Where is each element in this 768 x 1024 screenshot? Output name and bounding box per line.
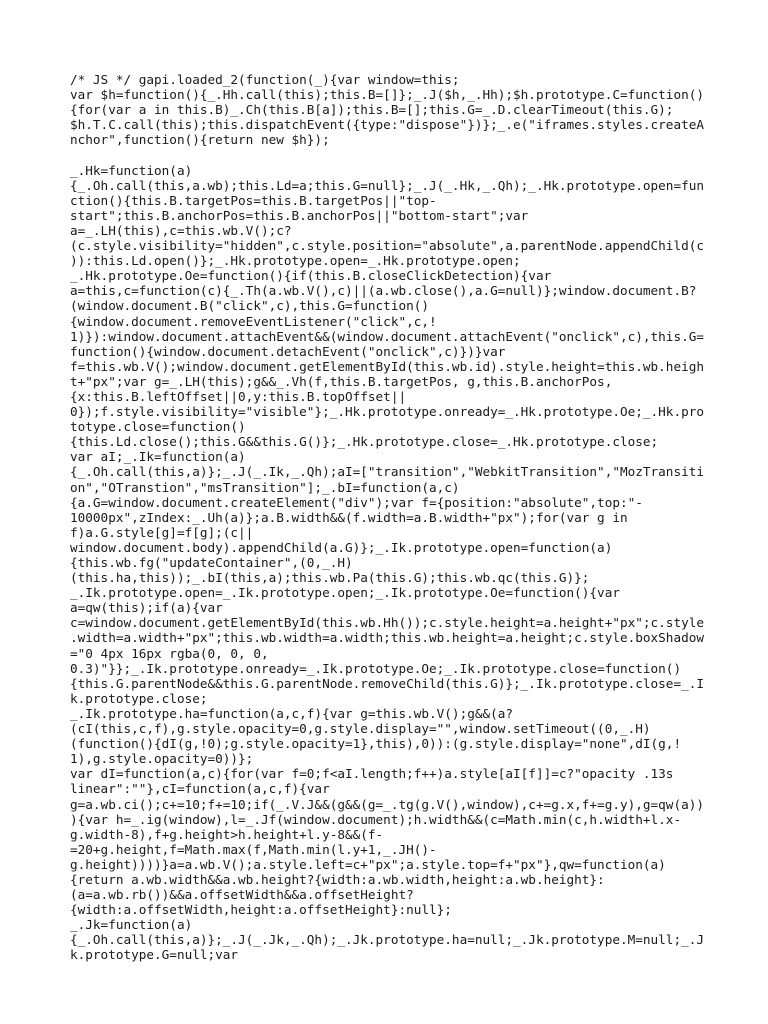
code-line: {width:a.offsetWidth,height:a.offsetHeight}:null}; xyxy=(70,902,452,918)
code-line: {_.Oh.call(this,a)};_.J(_.Ik,_.Qh);aI=["transition","WebkitTransition","MozTransiti xyxy=(70,464,704,480)
code-line: {_.Oh.call(this,a.wb);this.Ld=a;this.G=null};_.J(_.Hk,_.Qh);_.Hk.prototype.open=fun xyxy=(70,177,704,193)
code-document xyxy=(70,72,704,963)
code-line: =20+g.height,f=Math.max(f,Math.min(l.y+1,_.JH()- xyxy=(70,841,437,857)
code-line: k.prototype.G=null;var xyxy=(70,947,239,963)
code-line: /* JS */ gapi.loaded_2(function(_){var window=this; xyxy=(70,72,460,87)
code-line: var aI;_.Ik=function(a) xyxy=(70,449,246,465)
code-line: 0.3)"}};_.Ik.prototype.onready=_.Ik.prototype.Oe;_.Ik.prototype.close=function() xyxy=(70,660,682,676)
code-line: ction(){this.B.targetPos=this.B.targetPos||"top- xyxy=(70,192,437,208)
code-line: (a=a.wb.rb())&&a.offsetWidth&&a.offsetHeight? xyxy=(70,887,414,903)
code-line: var dI=function(a,c){for(var f=0;f<aI.length;f++)a.style[aI[f]]=c?"opacity .13s xyxy=(70,766,674,782)
code-line: start";this.B.anchorPos=this.B.anchorPos||"bottom-start";var xyxy=(70,207,529,223)
code-line: {this.wb.fg("updateContainer",(0,_.H) xyxy=(70,555,353,570)
code-line: .width=a.width+"px";this.wb.width=a.width;this.wb.height=a.height;c.style.boxShadow xyxy=(70,630,704,646)
code-line: _.Hk.prototype.Oe=function(){if(this.B.closeClickDetection){var xyxy=(70,268,552,284)
code-line: )):this.Ld.open()};_.Hk.prototype.open=_.Hk.prototype.open; xyxy=(70,253,521,269)
code-line: linear":""},cI=function(a,c,f){var xyxy=(70,781,330,797)
code-line: {return a.wb.width&&a.wb.height?{width:a.wb.width,height:a.wb.height}: xyxy=(70,871,605,887)
code-line: {window.document.removeEventListener("click",c,! xyxy=(70,313,437,329)
code-line: t+"px";var g=_.LH(this);g&&_.Vh(f,this.B.targetPos, g,this.B.anchorPos, xyxy=(70,373,613,389)
code-line: ="0 4px 16px rgba(0, 0, 0, xyxy=(70,645,269,661)
code-line: c=window.document.getElementById(this.wb.Hh());c.style.height=a.height+"px";c.style xyxy=(70,615,704,631)
code-line: f=this.wb.V();window.document.getElementById(this.wb.id).style.height=this.wb.heigh xyxy=(70,358,704,374)
code-line: a=qw(this);if(a){var xyxy=(70,600,223,616)
code-line: k.prototype.close; xyxy=(70,690,208,706)
code-line: (function(){dI(g,!0);g.style.opacity=1},this),0)):(g.style.display="none",dI(g,! xyxy=(70,736,682,752)
code-line: window.document.body).appendChild(a.G)};_.Ik.prototype.open=function(a) xyxy=(70,539,613,555)
code-line: (c.style.visibility="hidden",c.style.position="absolute",a.parentNode.appendChild(c xyxy=(70,238,704,254)
code-line: (this.ha,this));_.bI(this,a);this.wb.Pa(this.G);this.wb.qc(this.G)}; xyxy=(70,570,590,586)
code-line: a=_.LH(this),c=this.wb.V();c? xyxy=(70,222,292,238)
code-line: totype.close=function() xyxy=(70,419,246,435)
code-line: {this.Ld.close();this.G&&this.G()};_.Hk.prototype.close=_.Hk.prototype.close; xyxy=(70,434,659,450)
code-line: 1),g.style.opacity=0))}; xyxy=(70,751,254,767)
code-line: function(){window.document.detachEvent("onclick",c)})}var xyxy=(70,343,506,359)
code-line: {x:this.B.leftOffset||0,y:this.B.topOffset|| xyxy=(70,388,407,404)
code-line: nchor",function(){return new $h}); xyxy=(70,132,330,148)
code-line: on","OTranstion","msTransition"];_.bI=function(a,c) xyxy=(70,479,460,495)
code-line: var $h=function(){_.Hh.call(this);this.B=[]};_.J($h,_.Hh);$h.prototype.C=function() xyxy=(70,87,704,103)
code-line: {_.Oh.call(this,a)};_.J(_.Jk,_.Qh);_.Jk.prototype.ha=null;_.Jk.prototype.M=null;_.J xyxy=(70,932,704,948)
code-line: (window.document.B("click",c),this.G=function() xyxy=(70,298,430,314)
code-line: 0});f.style.visibility="visible"};_.Hk.prototype.onready=_.Hk.prototype.Oe;_.Hk.pro xyxy=(70,404,704,420)
code-line: _.Jk=function(a) xyxy=(70,917,193,933)
code-line: a=this,c=function(c){_.Th(a.wb.V(),c)||(a.wb.close(),a.G=null)};window.document.B? xyxy=(70,283,697,299)
code-line: _.Ik.prototype.open=_.Ik.prototype.open;_.Ik.prototype.Oe=function(){var xyxy=(70,585,620,601)
code-line: g.width-8),f+g.height>h.height+l.y-8&&(f- xyxy=(70,826,384,842)
code-line: {for(var a in this.B)_.Ch(this.B[a]);this.B=[];this.G=_.D.clearTimeout(this.G); xyxy=(70,102,674,118)
code-line: $h.T.C.call(this);this.dispatchEvent({type:"dispose"})};_.e("iframes.styles.createA xyxy=(70,117,704,133)
code-line: (cI(this,c,f),g.style.opacity=0,g.style.display="",window.setTimeout((0,_.H) xyxy=(70,721,651,737)
code-line: _.Hk=function(a) xyxy=(70,162,193,178)
code-line: f)a.G.style[g]=f[g];(c|| xyxy=(70,524,254,540)
code-line: _.Ik.prototype.ha=function(a,c,f){var g=this.wb.V();g&&(a? xyxy=(70,705,514,721)
code-line: 10000px",zIndex:_.Uh(a)};a.B.width&&(f.width=a.B.width+"px");for(var g in xyxy=(70,509,628,525)
code-line: ){var h=_.ig(window),l=_.Jf(window.document);h.width&&(c=Math.min(c,h.width+l.x- xyxy=(70,811,682,827)
code-line: g=a.wb.ci();c+=10;f+=10;if(_.V.J&&(g&&(g=_.tg(g.V(),window),c+=g.x,f+=g.y),g=qw(a)) xyxy=(70,796,704,812)
code-line: {a.G=window.document.createElement("div");var f={position:"absolute",top:"- xyxy=(70,494,643,510)
code-line: 1)}):window.document.attachEvent&&(window.document.attachEvent("onclick",c),this.G= xyxy=(70,328,704,344)
code-line: {this.G.parentNode&&this.G.parentNode.removeChild(this.G)};_.Ik.prototype.close=_.I xyxy=(70,675,704,691)
code-line: g.height))))}a=a.wb.V();a.style.left=c+"px";a.style.top=f+"px"},qw=function(a) xyxy=(70,856,666,872)
code-line xyxy=(70,147,700,162)
